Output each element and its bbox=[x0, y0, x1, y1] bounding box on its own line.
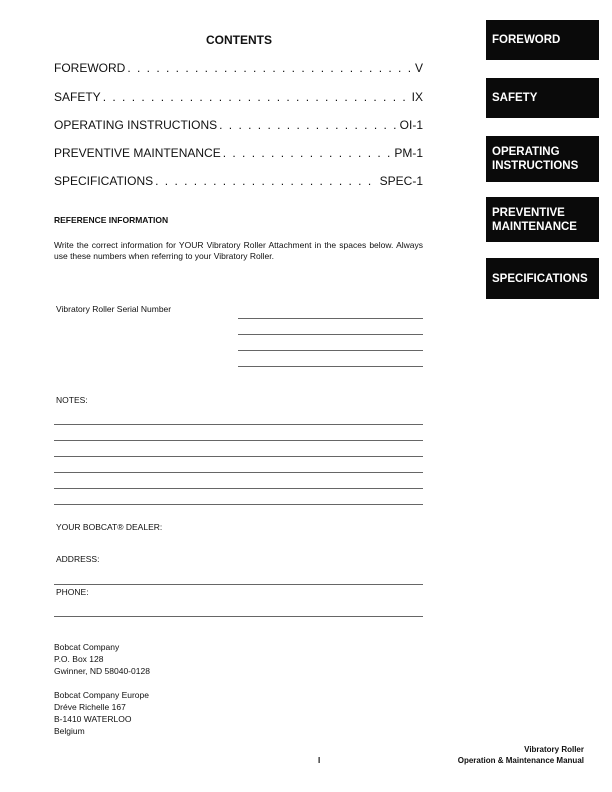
address-us bbox=[54, 641, 150, 677]
notes-line[interactable] bbox=[54, 504, 423, 505]
address-line-text: B-1410 WATERLOO bbox=[54, 714, 132, 724]
footer-manual: Operation & Maintenance Manual bbox=[457, 756, 584, 765]
notes-line[interactable] bbox=[54, 488, 423, 489]
notes-line[interactable] bbox=[54, 472, 423, 473]
toc-leader bbox=[223, 146, 393, 160]
address-line-text: Bobcat Company bbox=[54, 642, 120, 652]
notes-line[interactable] bbox=[54, 456, 423, 457]
notes-line[interactable] bbox=[54, 440, 423, 441]
tab-label: FOREWORD bbox=[492, 34, 561, 46]
address-line-text: Gwinner, ND 58040-0128 bbox=[54, 666, 150, 676]
toc-page: SPEC-1 bbox=[379, 174, 423, 188]
serial-line[interactable] bbox=[238, 366, 423, 367]
reference-heading: REFERENCE INFORMATION bbox=[54, 215, 169, 225]
tab-label-line2: INSTRUCTIONS bbox=[492, 160, 579, 172]
toc-leader bbox=[127, 61, 413, 75]
tab-label: SAFETY bbox=[492, 92, 538, 104]
address-label: ADDRESS: bbox=[56, 554, 100, 564]
tab-label-line1: OPERATING bbox=[492, 146, 560, 158]
toc-leader bbox=[103, 90, 410, 104]
toc-entry-safety[interactable] bbox=[54, 90, 423, 104]
phone-label: PHONE: bbox=[56, 587, 89, 597]
address-line-text: P.O. Box 128 bbox=[54, 654, 104, 664]
footer-title bbox=[458, 744, 584, 766]
tab-safety[interactable] bbox=[486, 78, 599, 118]
serial-line[interactable] bbox=[238, 350, 423, 351]
toc-entry-specifications[interactable] bbox=[54, 174, 423, 188]
address-europe bbox=[54, 689, 149, 737]
contents-title: CONTENTS bbox=[206, 33, 272, 47]
footer-product: Vibratory Roller bbox=[524, 745, 584, 754]
tab-specifications[interactable] bbox=[486, 258, 599, 299]
toc-entry-operating-instructions[interactable] bbox=[54, 118, 423, 132]
notes-line[interactable] bbox=[54, 424, 423, 425]
toc-page: OI-1 bbox=[399, 118, 423, 132]
toc-leader bbox=[155, 174, 378, 188]
address-line-text: Bobcat Company Europe bbox=[54, 690, 149, 700]
toc-entry-preventive-maintenance[interactable] bbox=[54, 146, 423, 160]
tab-label-line1: PREVENTIVE bbox=[492, 206, 565, 219]
notes-label: NOTES: bbox=[56, 395, 88, 405]
address-line[interactable] bbox=[54, 584, 423, 585]
tab-label: SPECIFICATIONS bbox=[492, 272, 588, 285]
serial-line[interactable] bbox=[238, 318, 423, 319]
toc-label: FOREWORD bbox=[54, 61, 126, 75]
tab-label-line2: MAINTENANCE bbox=[492, 220, 577, 233]
reference-text: Write the correct information for YOUR Vibratory Roller Attachment in the spaces below. Always use these numbers when referring to your Vibratory Roller. bbox=[54, 240, 423, 261]
toc-label: OPERATING INSTRUCTIONS bbox=[54, 118, 218, 132]
toc-label: SPECIFICATIONS bbox=[54, 174, 154, 188]
page-number: I bbox=[318, 756, 321, 765]
tab-operating-instructions[interactable] bbox=[486, 136, 599, 182]
serial-line[interactable] bbox=[238, 334, 423, 335]
tab-preventive-maintenance[interactable] bbox=[486, 197, 599, 242]
dealer-label: YOUR BOBCAT® DEALER: bbox=[56, 522, 163, 532]
toc-entry-foreword[interactable] bbox=[54, 61, 423, 75]
toc-label: PREVENTIVE MAINTENANCE bbox=[54, 146, 221, 160]
toc-page: V bbox=[414, 61, 423, 75]
tab-foreword[interactable] bbox=[486, 20, 599, 60]
toc-label: SAFETY bbox=[54, 90, 101, 104]
toc-page: PM-1 bbox=[394, 146, 423, 160]
serial-label: Vibratory Roller Serial Number bbox=[56, 304, 172, 314]
phone-line[interactable] bbox=[54, 616, 423, 617]
address-line-text: Belgium bbox=[54, 726, 85, 736]
address-line-text: Dréve Richelle 167 bbox=[54, 702, 126, 712]
toc-page: IX bbox=[411, 90, 423, 104]
toc-leader bbox=[219, 118, 398, 132]
